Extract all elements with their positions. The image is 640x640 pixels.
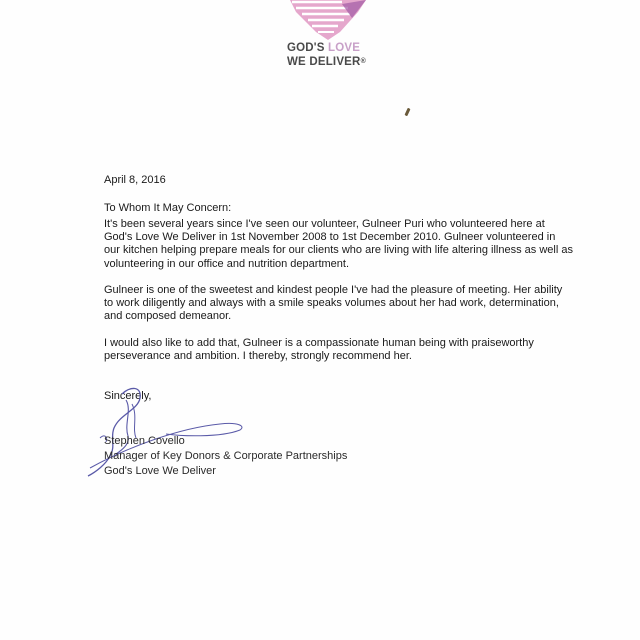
logo-line1-highlight: LOVE — [328, 42, 361, 54]
signer-name: Stephen Covello — [104, 435, 185, 447]
logo-line2: WE DELIVER — [287, 56, 361, 68]
letter-date: April 8, 2016 — [104, 174, 166, 186]
signer-block — [104, 434, 347, 479]
registered-mark: ® — [360, 58, 366, 65]
letter-paragraph-3: I would also like to add that, Gulneer is a compassionate human being with praiseworthy perseverance and ambition. I thereby, strongly recommend her. — [104, 337, 534, 363]
logo-line1-prefix: GOD'S — [287, 42, 328, 54]
letter-paragraph-2: Gulneer is one of the sweetest and kindest people I've had the pleasure of meeting. Her ability to work diligently and always with a smile speaks volumes about her had work, determination, and composed demeanor. — [104, 284, 563, 323]
logo-wordmark — [287, 41, 397, 69]
signer-title: Manager of Key Donors & Corporate Partnerships — [104, 450, 348, 462]
letter-salutation: To Whom It May Concern: — [104, 202, 232, 214]
letter-closing: Sincerely, — [104, 390, 152, 402]
signer-organization: God's Love We Deliver — [104, 465, 216, 477]
ink-speck — [404, 108, 410, 117]
heart-logo-icon — [282, 0, 372, 40]
letter-paragraph-1: It's been several years since I've seen our volunteer, Gulneer Puri who volunteered here at God's Love We Deliver in 1st November 2008 to 1st December 2010. Gulneer volunteered in our kitchen helping prepare meals for our clients who are living with life altering illness as well as volunteering in our office and nutrition department. — [104, 218, 573, 270]
